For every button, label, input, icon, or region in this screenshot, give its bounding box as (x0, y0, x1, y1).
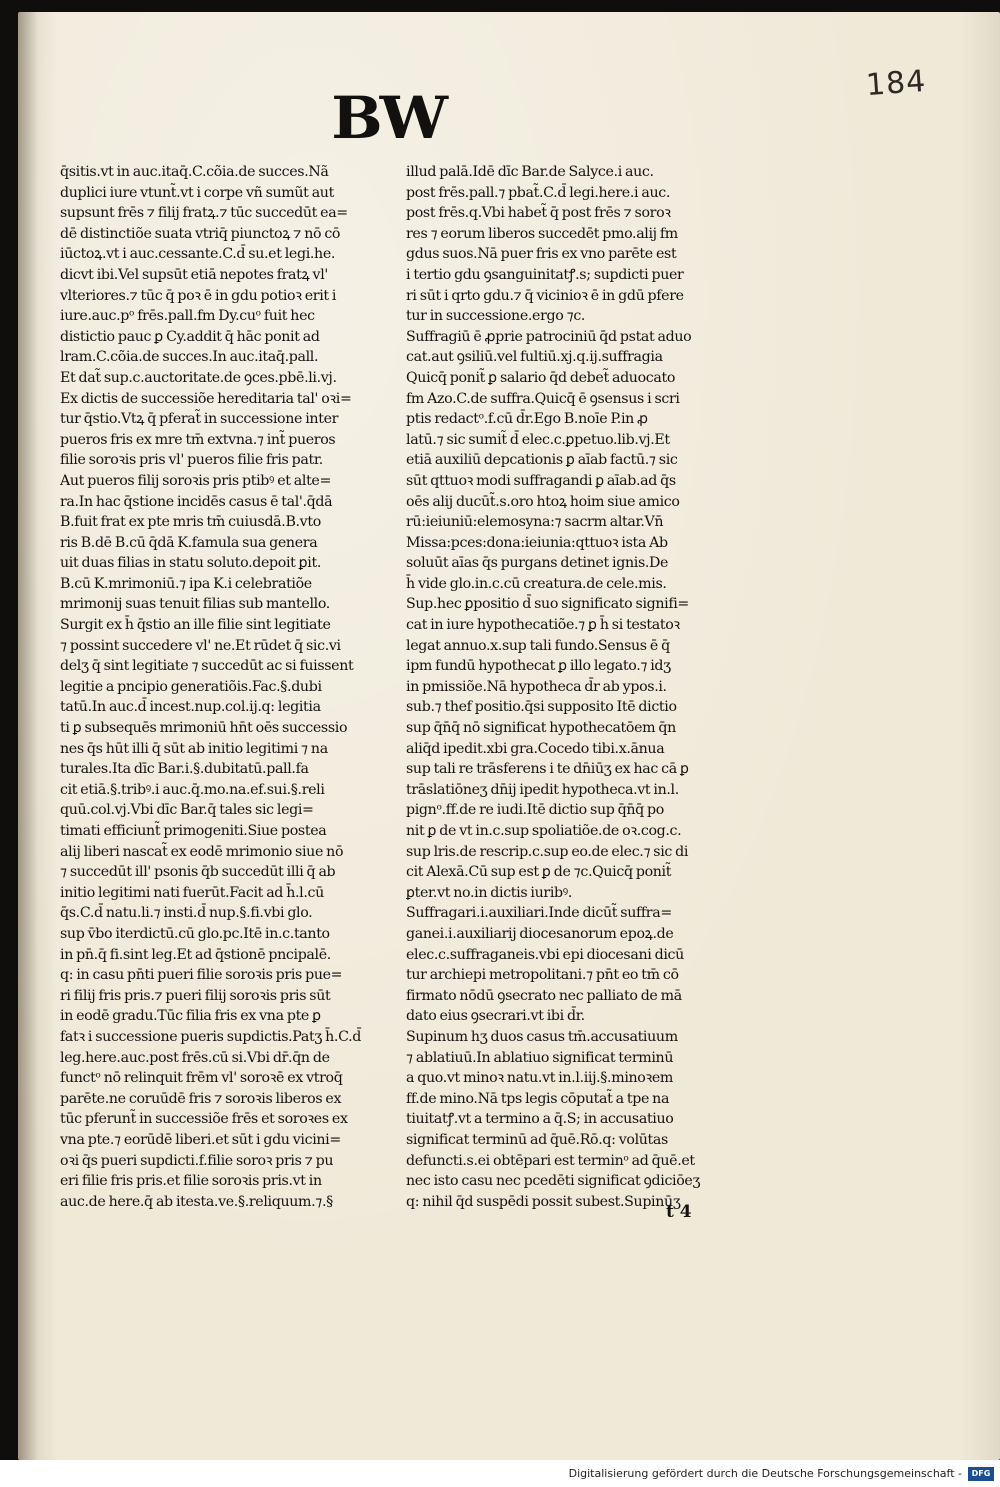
text-line: in pn̄.q̄ fi.sint leg.Et ad q̄stionē pncipalē. (60, 946, 331, 963)
text-line: eri filie fris pris.et filie soroꝛis pris.vt in (60, 1173, 322, 1190)
text-line: q: nihil q̄d suspēdi possit subest.Supinūʒ (406, 1193, 681, 1210)
text-line: distictio pauc ꝑ Cy.addit q̄ hāc ponit ad (60, 328, 320, 345)
text-line: legat annuo.x.sup tali fundo.Sensus ē q̄ (406, 637, 670, 654)
text-line: a quo.vt minoꝛ natu.vt in.l.iij.§.minoꝛem (406, 1070, 674, 1087)
text-line: res ⁊ eorum liberos succedēt pmo.alij fm (406, 225, 678, 242)
text-line: auc.de here.q̄ ab itesta.ve.§.reliquum.⁊.§ (60, 1193, 333, 1210)
text-line: ganei.i.auxiliarij diocesanorum epoꝝ.de (406, 925, 674, 942)
text-line: functᵒ nō relinquit frēm vl' soroꝛē ex vtroq̄ (60, 1070, 343, 1087)
text-line: ris B.dē B.cū q̄dā K.famula sua genera (60, 534, 318, 551)
text-line: sup v̄bo iterdictū.cū glo.pc.Itē in.c.tanto (60, 925, 330, 942)
text-line: lram.C.cõia.de succes.In auc.itaq̄.pall. (60, 349, 319, 366)
text-line: tatū.In auc.d̄ incest.nup.col.ij.q: legitia (60, 699, 321, 716)
text-line: dato eius ꝯsecrari.vt ibi d̄r. (406, 1008, 585, 1025)
text-line: elec.c.suffraganeis.vbi epi diocesani dicū (406, 946, 684, 963)
text-line: illud palā.Idē dīc Bar.de Salyce.i auc. (406, 164, 654, 180)
text-line: Ex dictis de successiõe hereditaria tal' oꝛi= (60, 390, 352, 407)
text-line: Sup.hec ꝑpositio d̄ suo significato signifi= (406, 596, 689, 613)
text-line: tur in successione.ergo ⁊c. (406, 308, 586, 325)
text-line: ti ꝑ subsequēs mrimoniū hn̄t oēs successio (60, 720, 348, 737)
text-line: tūc pferunt̃ in successiõe frēs et soroꝛes ex (60, 1111, 348, 1128)
text-line: Aut pueros filij soroꝛis pris ptibꝰ et alte= (60, 472, 332, 489)
text-line: gdus suos.Nā puer fris ex vno parēte est (406, 246, 677, 263)
text-line: B.fuit frat ex pte mris tm̄ cuiusdā.B.vto (60, 514, 321, 531)
text-line: q̄sitis.vt in auc.itaq̄.C.cõia.de succes.Nã (60, 164, 329, 180)
text-line: etiā auxiliū depcationis ꝑ aīab factū.⁊ sic (406, 452, 678, 469)
footer-credit: Digitalisierung gefördert durch die Deutsche Forschungsgemeinschaft - (568, 1467, 962, 1480)
text-line: iure.auc.pᵒ frēs.pall.fm Dy.cuᵒ fuit hec (60, 308, 315, 325)
text-line: q̄s.C.d̄ natu.li.⁊ insti.d̄ nup.§.fi.vbi glo. (60, 905, 313, 922)
text-line: latū.⁊ sic sumit̃ d̄ elec.c.ꝑpetuo.lib.vj.Et (406, 431, 670, 448)
signature-mark: t 4 (666, 1202, 692, 1222)
text-line: duplici iure vtunt̃.vt i corpe vñ sumũt aut (60, 184, 334, 201)
text-line: sub.⁊ thef positio.q̄si supposito Itē dictio (406, 699, 677, 716)
text-line: nit ꝑ de vt in.c.sup spoliatiõe.de oꝛ.cog.c. (406, 823, 682, 839)
right-text-column (406, 162, 768, 1212)
text-line: in pmissiõe.Nā hypotheca d̄r ab ypos.i. (406, 678, 667, 695)
text-line: ⁊ possint succedere vl' ne.Et rūdet q̄ sic.vi (60, 637, 341, 654)
dfg-logo: DFG (968, 1467, 994, 1481)
text-line: dicvt ibi.Vel supsūt etiā nepotes fratꝝ vl' (60, 266, 328, 283)
text-line: Suffragari.i.auxiliari.Inde dicūt̃ suffra= (406, 905, 672, 922)
text-line: ri filij fris pris.⁊ pueri filij soroꝛis pris sūt (60, 987, 331, 1004)
text-line: ri sūt i qrto gdu.⁊ q̄ vicinioꝛ ē in gdū pfere (406, 287, 684, 304)
text-line: mrimonij suas tenuit filias sub mantello. (60, 596, 330, 613)
text-line: q: in casu pn̄ti pueri filie soroꝛis pris pue= (60, 967, 343, 984)
text-line: uit duas filias in statu soluto.depoit ꝑit. (60, 555, 321, 572)
text-line: fm Azo.C.de suffra.Quicq̄ ē ꝯsensus i scri (406, 390, 680, 407)
text-line: leg.here.auc.post frēs.cū si.Vbi dr̄.q̄n de (60, 1049, 330, 1066)
text-line: Suffragiū ē ꝓprie patrociniū q̄d pstat aduo (406, 328, 692, 345)
text-line: ff.de mino.Nā tps legis cōputat̃ a tpe na (406, 1090, 670, 1107)
text-line: oꝛi q̄s pueri supdicti.f.filie soroꝛ pris ⁊ pu (60, 1152, 334, 1169)
text-line: cit Alexā.Cū sup est ꝑ de ⁊c.Quicq̄ ponit̃ (406, 864, 672, 881)
text-line: sup tali re trāsferens i te dn̄iūʒ ex hac cā ꝑ (406, 761, 689, 778)
text-line: parēte.ne coruūdē fris ⁊ soroꝛis liberos ex (60, 1090, 342, 1107)
text-line: significat terminū ad q̄uē.Rō.q: volūtas (406, 1131, 668, 1148)
text-line: defuncti.s.ei obtēpari est terminᵒ ad q̄uē.et (406, 1152, 695, 1169)
text-line: filie soroꝛis pris vl' pueros filie fris patr. (60, 452, 323, 469)
footer-bar (0, 1460, 1000, 1487)
text-line: initio legitimi nati fuerūt.Facit ad h̄.l.cū (60, 884, 324, 901)
text-line: sup q̄n̄q̄ nō significat hypothecatōem q̄n (406, 720, 676, 737)
folio-number: 184 (864, 63, 928, 104)
running-header: BW (331, 84, 445, 152)
text-line: soluūt aīas q̄s purgans detinet ignis.De (406, 555, 669, 572)
text-line: ⁊ succedūt ill' psonis q̄b succedūt illi q̄ ab (60, 864, 336, 881)
text-line: Missa:pces:dona:ieiunia:qttuoꝛ ista Ab (406, 534, 668, 551)
text-line: alij liberi nascat̃ ex eodē mrimonio siue nō (60, 843, 344, 860)
text-line: cat.aut ꝯsiliū.vel fultiū.xj.q.ij.suffragia (406, 349, 663, 366)
text-line: post frēs.pall.⁊ pbat̃.C.d̄ legi.here.i auc. (406, 184, 670, 201)
text-line: ptis redactᵒ.f.cū d̄r.Ego B.noīe P.in ꝓ (406, 411, 648, 428)
text-line: Surgit ex h̄ q̄stio an ille filie sint legitiate (60, 617, 331, 634)
text-line: Supinum hʒ duos casus tm̄.accusatiuum (406, 1028, 678, 1045)
text-line: post frēs.q.Vbi habet̃ q̄ post frēs ⁊ soroꝛ (406, 205, 671, 222)
text-line: vna pte.⁊ eorūdē liberi.et sūt i gdu vicini= (60, 1131, 341, 1148)
text-line: ipm fundū hypothecat ꝑ illo legato.⁊ idʒ (406, 658, 671, 675)
text-line: pueros fris ex mre tm̄ extvna.⁊ int̃ pueros (60, 431, 336, 448)
page-gutter-shadow (18, 12, 38, 1460)
text-line: sup lris.de rescrip.c.sup eo.de elec.⁊ sic di (406, 843, 689, 860)
text-line: i tertio gdu ꝯsanguinitatꝭ.s; supdicti puer (406, 266, 684, 283)
text-line: pignᵒ.ff.de re iudi.Itē dictio sup q̄n̄q̄ po (406, 802, 664, 819)
text-line: dē distinctiõe suata vtriq̄ piunctoꝝ ⁊ nō cō (60, 225, 341, 242)
text-line: Quicq̄ ponit̃ ꝑ salario q̄d debet̃ aduocato (406, 369, 676, 386)
text-line: h̄ vide glo.in.c.cū creatura.de cele.mis. (406, 575, 667, 592)
text-line: B.cū K.mrimoniū.⁊ ipa K.i celebratiõe (60, 575, 312, 592)
document-page (18, 12, 1000, 1460)
text-line: aliq̄d ipedit.xbi gra.Cocedo tibi.x.ānua (406, 740, 665, 757)
text-line: trāslatiōneʒ dn̄ij ipedit hypotheca.vt in.l. (406, 781, 679, 798)
text-line: delʒ q̄ sint legitiate ⁊ succedūt ac si fuissent (60, 658, 354, 675)
text-line: timati efficiunt̃ primogeniti.Siue postea (60, 823, 327, 839)
text-line: cat in iure hypothecatiõe.⁊ ꝑ h̄ si testatoꝛ (406, 617, 680, 634)
text-line: vlteriores.⁊ tūc q̄ poꝛ ē in gdu potioꝛ erit i (60, 287, 337, 304)
text-line: ꝑter.vt no.in dictis iuribꝰ. (406, 884, 572, 901)
text-line: oēs alij ducūt̃.s.oro htoꝝ hoim siue amico (406, 493, 680, 510)
text-line: nes q̄s hūt illi q̄ sūt ab initio legitimi ⁊ na (60, 740, 328, 757)
text-line: fatꝛ i successione pueris supdictis.Patʒ h̄.C.d̄ (60, 1028, 361, 1045)
text-line: rū:ieiuniū:elemosyna:⁊ sacrm altar.Vn̄ (406, 514, 664, 531)
text-line: nec isto casu nec pcedēti significat ꝯdiciōeʒ (406, 1173, 701, 1190)
text-line: sūt qttuoꝛ modi suffragandi ꝑ aīab.ad q̄s (406, 472, 676, 489)
text-line: turales.Ita dīc Bar.i.§.dubitatū.pall.fa (60, 761, 309, 778)
text-line: quū.col.vj.Vbi dīc Bar.q̄ tales sic legi= (60, 802, 314, 819)
text-line: iūctoꝝ.vt i auc.cessante.C.d̄ su.et legi.he. (60, 246, 336, 263)
text-line: ra.In hac q̄stione incidēs casus ē tal'.q̄dā (60, 493, 333, 510)
text-line: tur q̄stio.Vtꝝ q̄ pferat̃ in successione inter (60, 411, 339, 428)
text-line: in eodē gradu.Tūc filia fris ex vna pte ꝑ (60, 1008, 321, 1025)
text-line: tiuitatꝭ.vt a termino a q̄.S; in accusatiuo (406, 1111, 674, 1128)
left-text-column (60, 162, 416, 1212)
text-line: firmato nōdū ꝯsecrato nec palliato de mā (406, 987, 682, 1004)
text-line: ⁊ ablatiuū.In ablatiuo significat terminū (406, 1049, 674, 1066)
text-line: cit etiā.§.tribꝰ.i auc.q̄.mo.na.ef.sui.§.reli (60, 781, 325, 798)
text-line: legitie a pncipio generatiõis.Fac.§.dubi (60, 678, 322, 695)
text-line: Et dat̃ sup.c.auctoritate.de ꝯces.pbē.li.vj. (60, 369, 337, 386)
text-line: tur archiepi metropolitani.⁊ pn̄t eo tm̄ cō (406, 967, 679, 984)
text-line: supsunt frēs ⁊ filij fratꝝ.⁊ tūc succedūt ea= (60, 205, 348, 222)
